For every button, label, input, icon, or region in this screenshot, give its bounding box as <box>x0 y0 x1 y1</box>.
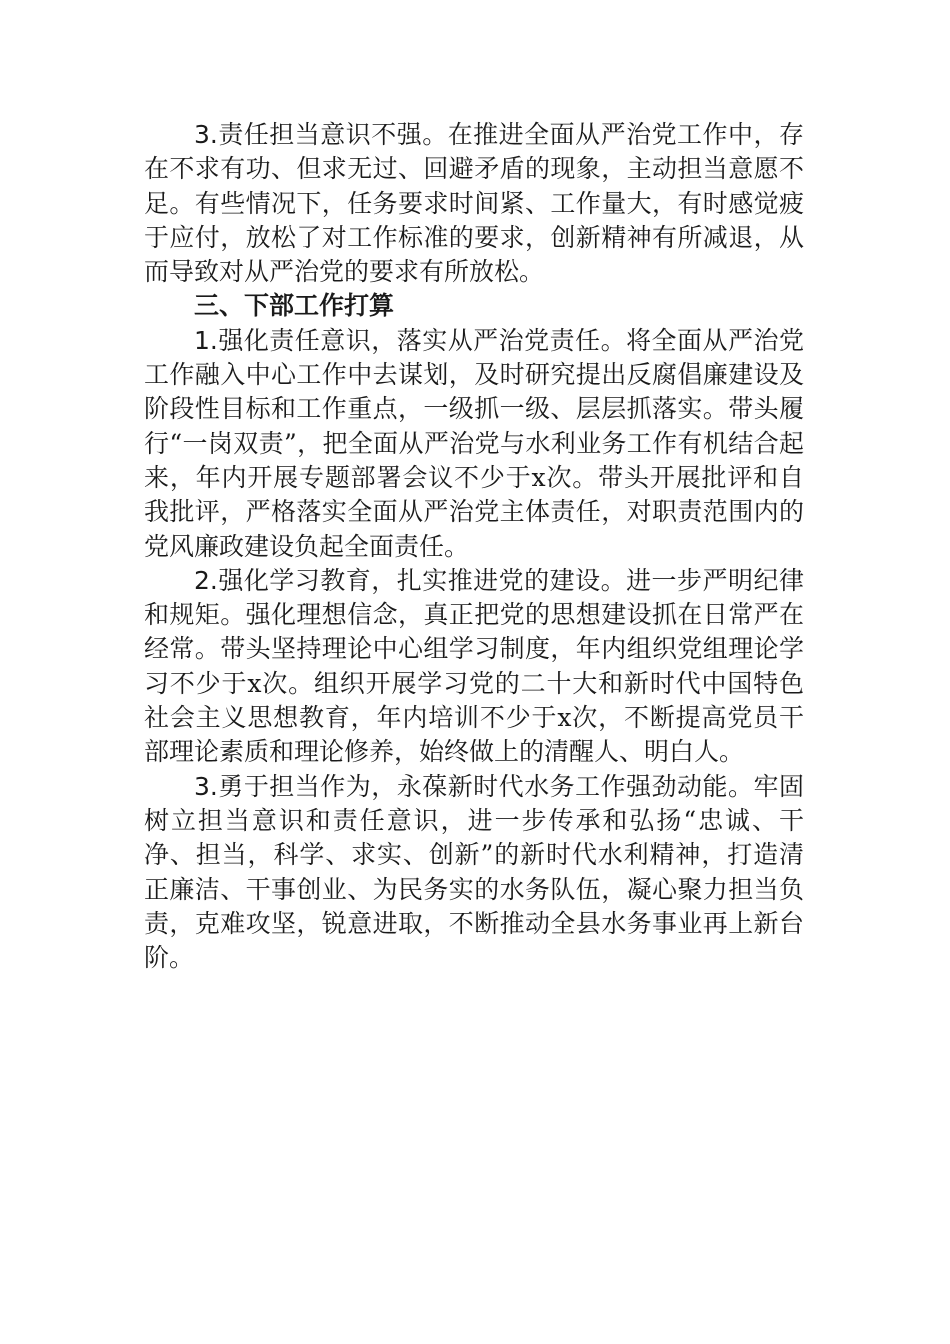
document-page <box>144 118 804 975</box>
paragraph-lead: 3.责任担当意识不强。 <box>194 120 448 149</box>
plan-item-1 <box>144 324 804 564</box>
plan-body: 进一步严明纪律和规矩。强化理想信念，真正把党的思想建设抓在日常严在经常。带头坚持理论中心组学习制度，年内组织党组理论学习不少于x次。组织开展学习党的二十大和新时代中国特色社会主义思想教育，年内培训不少于x次，不断提高党员干部理论素质和理论修养，始终做上的清醒人、明白人。 <box>144 565 804 767</box>
plan-lead: 2.强化学习教育，扎实推进党的建设。 <box>194 565 627 595</box>
paragraph-body: 在推进全面从严治党工作中，存在不求有功、但求无过、回避矛盾的现象，主动担当意愿不足。有些情况下，任务要求时间紧、工作量大，有时感觉疲于应付，放松了对工作标准的要求，创新精神有所减退，从而导致对从严治党的要求有所放松。 <box>144 120 804 287</box>
paragraph-responsibility <box>144 118 804 289</box>
plan-lead: 1.强化责任意识，落实从严治党责任。 <box>194 325 627 355</box>
plan-item-2 <box>144 564 804 770</box>
plan-item-3 <box>144 770 804 976</box>
plan-body: 将全面从严治党工作融入中心工作中去谋划，及时研究提出反腐倡廉建设及阶段性目标和工作重点，一级抓一级、层层抓落实。带头履行“一岗双责”，把全面从严治党与水利业务工作有机结合起来，年内开展专题部署会议不少于x次。带头开展批评和自我批评，严格落实全面从严治党主体责任，对职责范围内的党风廉政建设负起全面责任。 <box>144 325 804 561</box>
plan-body: 牢固树立担当意识和责任意识，进一步传承和弘扬“忠诚、干净、担当，科学、求实、创新”的新时代水利精神，打造清正廉洁、干事创业、为民务实的水务队伍，凝心聚力担当负责，克难攻坚，锐意进取，不断推动全县水务事业再上新台阶。 <box>144 771 804 973</box>
plan-lead: 3.勇于担当作为，永葆新时代水务工作强劲动能。 <box>194 771 754 801</box>
section-heading: 三、下部工作打算 <box>194 291 395 321</box>
